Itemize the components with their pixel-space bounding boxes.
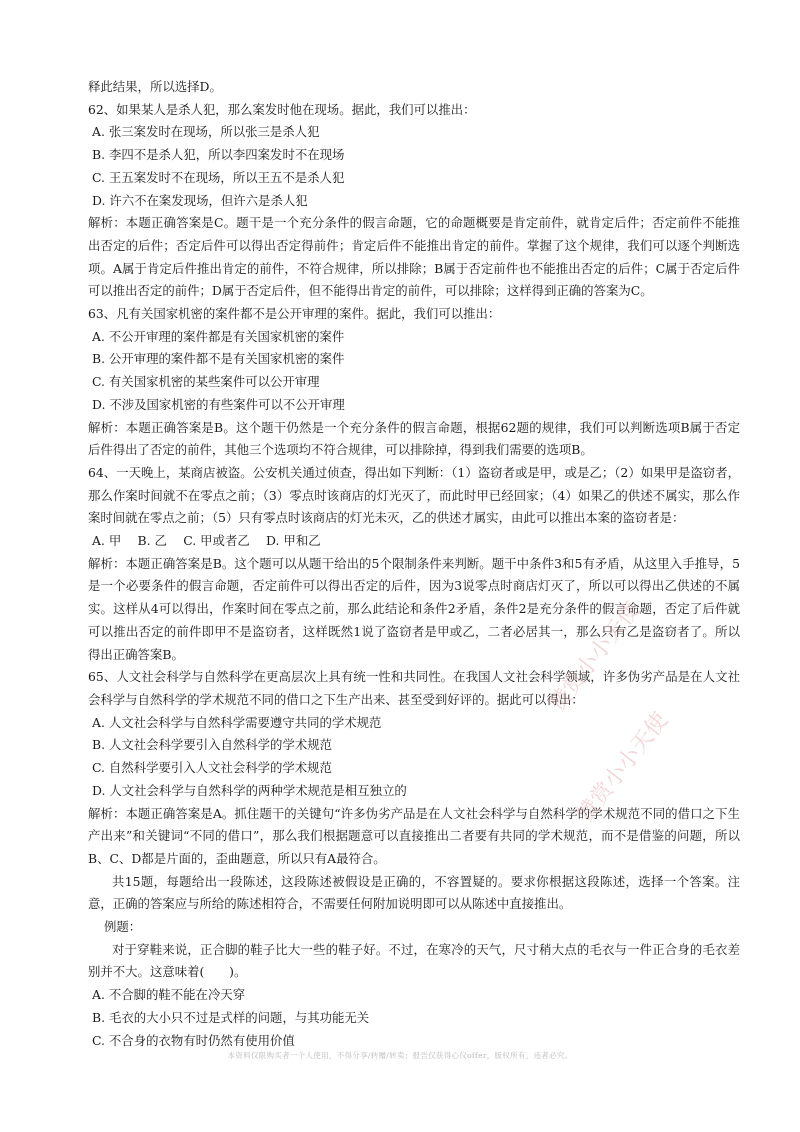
option-a: A. 人文社会科学与自然科学需要遵守共同的学术规范	[92, 714, 382, 730]
document-body	[88, 76, 740, 1052]
option-a: A. 不合脚的鞋不能在冷天穿	[92, 987, 246, 1003]
watermark-text: 赞赏小小天使	[572, 708, 674, 828]
question-63: 63、凡有关国家机密的案件都不是公开审理的案件。据此，我们可以推出：	[88, 306, 501, 322]
option-b: B. 李四不是杀人犯，所以李四案发时不在现场	[92, 147, 345, 163]
option-c: C. 有关国家机密的某些案件可以公开审理	[92, 374, 320, 390]
watermark-text: 赞赏小小天使	[544, 597, 646, 717]
option-c: C. 自然科学要引入人文社会科学的学术规范	[92, 760, 332, 776]
section-intro: 共15题，每题给出一段陈述，这段陈述被假设是正确的，不容置疑的。要求你根据这段陈述，选择一个答案。注意，正确的答案应与所给的陈述相符合，不需要任何附加说明即可以从陈述中直接推出。	[88, 873, 740, 912]
option-b: B. 公开审理的案件都不是有关国家机密的案件	[92, 351, 345, 367]
question-64: 64、一天晚上，某商店被盗。公安机关通过侦查，得出如下判断：（1）盗窃者或是甲，或是乙；（2）如果甲是盗窃者，那么作案时间就不在零点之前；（3）零点时该商店的灯光灭了，而此时甲已经回家；（4）如果乙的供述不属实，那么作案时间就在零点之前；（5）只有零点时该商店的灯光未灭，乙的供述才属实，由此可以推出本案的盗窃者是：	[88, 464, 740, 526]
option-d: D. 许六不在案发现场，但许六是杀人犯	[92, 192, 308, 208]
option-a: A. 张三案发时在现场，所以张三是杀人犯	[92, 124, 320, 140]
option-d: D. 不涉及国家机密的有些案件可以不公开审理	[92, 396, 345, 412]
question-62: 62、如果某人是杀人犯，那么案发时他在现场。据此，我们可以推出：	[88, 101, 476, 117]
option-b: B. 毛衣的大小只不过是式样的问题，与其功能无关	[92, 1009, 370, 1025]
question-65: 65、人文社会科学与自然科学在更高层次上具有统一性和共同性。在我国人文社会科学领域，许多伪劣产品是在人文社会科学与自然科学的学术规范不同的借口之下生产出来、甚至受到好评的。据此可以得出：	[88, 669, 740, 707]
option-a: A. 不公开审理的案件都是有关国家机密的案件	[92, 328, 345, 344]
footer-disclaimer: 本资料仅限购买者一个人使用，不得分享/转赠/转卖；报告仅获得心仪offer，版权所有，违者必究。	[227, 1051, 573, 1060]
option-c: C. 王五案发时不在现场，所以王五不是杀人犯	[92, 169, 345, 185]
options-inline: A. 甲 B. 乙 C. 甲或者乙 D. 甲和乙	[92, 533, 321, 549]
explanation-63: 解析：本题正确答案是B。这个题干仍然是一个充分条件的假言命题，根据62题的规律，我们可以判断选项B属于否定后件得出了否定的前件，其他三个选项均不符合规律，可以排除掉，得到我们需要的选项B。	[88, 419, 740, 458]
explanation-65: 解析：本题正确答案是A。抓住题干的关键句“许多伪劣产品是在人文社会科学与自然科学的学术规范不同的借口之下生产出来”和关键词“不同的借口”，那么我们根据题意可以直接推出二者要有共同的学术规范，而不是借鉴的问题，所以B、C、D都是片面的，歪曲题意，所以只有A最符合。	[88, 805, 740, 866]
explanation-64: 解析：本题正确答案是B。这个题可以从题干给出的5个限制条件来判断。题干中条件3和5有矛盾，从这里入手推导，5是一个必要条件的假言命题，否定前件可以得出否定的后件，因为3说零点时商店灯灭了，所以可以得出乙供述的不属实。这样从4可以得出，作案时间在零点之前，那么此结论和条件2矛盾，条件2是充分条件的假言命题，否定了后件就可以推出否定的前件即甲不是盗窃者，这样既然1说了盗窃者是甲或乙，二者必居其一，那么只有乙是盗窃者了。所以得出正确答案B。	[88, 555, 740, 662]
option-c: C. 不合身的衣物有时仍然有使用价值	[92, 1032, 295, 1048]
explanation-62: 解析：本题正确答案是C。题干是一个充分条件的假言命题，它的命题概要是肯定前件，就肯定后件；否定前件不能推出否定的后件；否定后件可以得出否定得前件；肯定后件不能推出肯定的前件。掌握了这个规律，我们可以逐个判断选项。A属于肯定后件推出肯定的前件，不符合规律，所以排除；B属于否定前件也不能推出否定的后件；C属于否定后件可以推出否定的前件；D属于否定后件，但不能得出肯定的前件，可以排除；这样得到正确的答案为C。	[88, 215, 740, 299]
example-question: 对于穿鞋来说，正合脚的鞋子比大一些的鞋子好。不过，在寒冷的天气，尺寸稍大点的毛衣与一件正合身的毛衣差别并不大。这意味着( )。	[88, 941, 740, 980]
option-d: D. 人文社会科学与自然科学的两种学术规范是相互独立的	[92, 782, 407, 798]
text-line: 释此结果，所以选择D。	[88, 79, 222, 94]
option-b: B. 人文社会科学要引入自然科学的学术规范	[92, 737, 333, 753]
example-label: 例题：	[104, 919, 142, 935]
